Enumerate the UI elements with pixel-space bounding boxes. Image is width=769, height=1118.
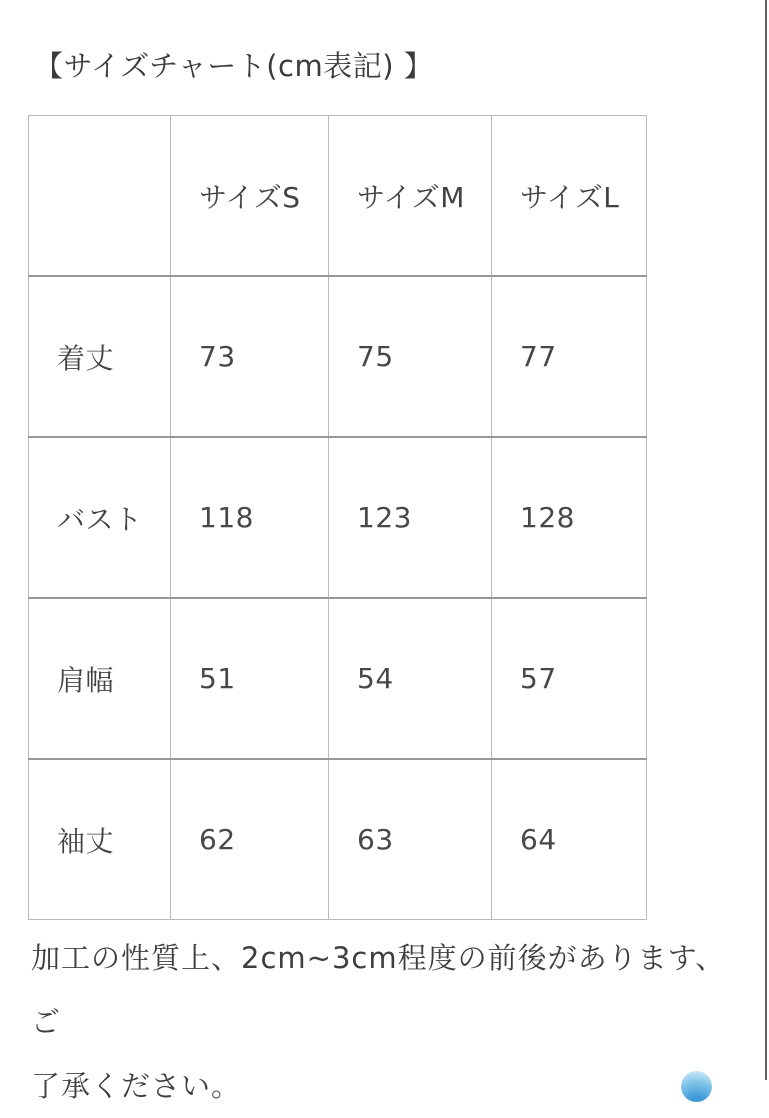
cell-shoulder-m: 54 bbox=[329, 598, 492, 759]
cell-sleeve-s: 62 bbox=[171, 759, 329, 920]
page-title: 【サイズチャート(cm表記) 】 bbox=[34, 49, 434, 83]
cell-bust-m: 123 bbox=[329, 437, 492, 598]
floating-action-button[interactable] bbox=[681, 1071, 712, 1102]
table-row-bust bbox=[29, 437, 647, 598]
cell-sleeve-l: 64 bbox=[492, 759, 647, 920]
table-row-sleeve-length bbox=[29, 759, 647, 920]
right-edge-border bbox=[765, 0, 767, 1080]
disclaimer-line-2: 了承ください。 bbox=[31, 1069, 242, 1103]
cell-body-length-m: 75 bbox=[329, 276, 492, 437]
cell-bust-s: 118 bbox=[171, 437, 329, 598]
disclaimer-text bbox=[31, 926, 751, 1118]
row-label-shoulder-width: 肩幅 bbox=[29, 598, 171, 759]
cell-shoulder-l: 57 bbox=[492, 598, 647, 759]
size-chart-table bbox=[28, 115, 647, 920]
row-label-sleeve-length: 袖丈 bbox=[29, 759, 171, 920]
disclaimer-line-1: 加工の性質上、2cm~3cm程度の前後があります、ご bbox=[31, 941, 726, 1039]
cell-body-length-l: 77 bbox=[492, 276, 647, 437]
table-row-shoulder-width bbox=[29, 598, 647, 759]
corner-cell bbox=[29, 116, 171, 277]
cell-shoulder-s: 51 bbox=[171, 598, 329, 759]
cell-body-length-s: 73 bbox=[171, 276, 329, 437]
cell-sleeve-m: 63 bbox=[329, 759, 492, 920]
column-header-size-s: サイズS bbox=[171, 116, 329, 277]
table-row-body-length bbox=[29, 276, 647, 437]
column-header-size-l: サイズL bbox=[492, 116, 647, 277]
cell-bust-l: 128 bbox=[492, 437, 647, 598]
row-label-bust: バスト bbox=[29, 437, 171, 598]
table-header-row bbox=[29, 116, 647, 277]
row-label-body-length: 着丈 bbox=[29, 276, 171, 437]
column-header-size-m: サイズM bbox=[329, 116, 492, 277]
